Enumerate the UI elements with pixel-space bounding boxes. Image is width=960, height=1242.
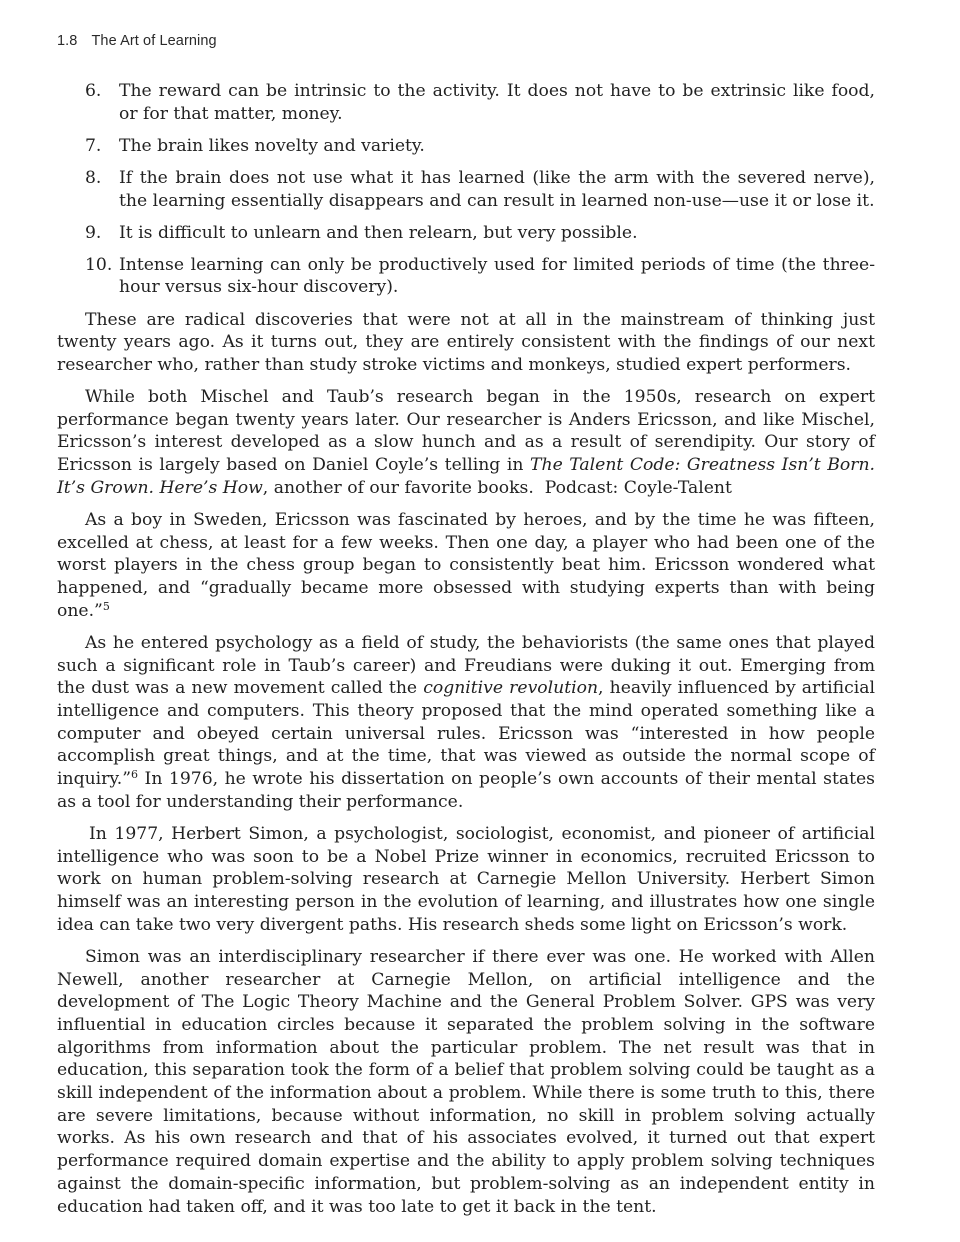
list-item (57, 254, 875, 299)
book-title: The Talent Code: Greatness Isn’t Born. It’s Grown. Here’s How (57, 455, 875, 498)
paragraph-radical-discoveries (57, 309, 875, 377)
footnote-ref: 5 (102, 599, 110, 613)
paragraph-text: , heavily influenced by artificial intelligence and computers. This theory proposed that the mind operated something like a computer and obeyed certain universal rules. Ericsson was “interested in how people accomplish great things, and at the time, that was viewed as outside the normal scope of inquiry.” (57, 678, 876, 790)
section-number: 1.8 (57, 33, 78, 49)
list-number: 10. (85, 254, 113, 275)
italic-term: cognitive revolution (423, 678, 599, 699)
list-number: 9. (85, 222, 102, 243)
numbered-list (57, 80, 875, 299)
list-text: It is difficult to unlearn and then relearn, but very possible. (119, 222, 638, 243)
paragraph-text: , another of our favorite books. Podcast: Coyle-Talent (262, 477, 732, 498)
paragraph-text: In 1977, Herbert Simon, a psychologist, sociologist, economist, and pioneer of artificial intelligence who was soon to be a Nobel Prize winner in economics, recruited Ericsson to work on human problem-solving research at Carnegie Mellon University. Herbert Simon himself was an interesting person in the evolution of learning, and illustrates how one single idea can take two very divergent paths. His research sheds some light on Ericsson’s work. (57, 823, 875, 935)
footnote-ref: 6 (131, 768, 139, 782)
paragraph-cognitive-revolution (57, 632, 875, 814)
list-number: 6. (85, 81, 102, 101)
paragraph-text: Simon was an interdisciplinary researcher if there ever was one. He worked with Allen Newell, another researcher at Carnegie Mellon, on artificial intelligence and the development of The Logic Theory Machine and the General Problem Solver. GPS was very influential in education circles because it separated the problem solving in the software algorithms from information about the particular problem. The net result was that in education, this separation took the form of a belief that problem solving could be taught as a skill independent of the information about a problem. While there is some truth to this, there are severe limitations, because without information, no skill in problem solving actually works. As his own research and that of his associates evolved, it turned out that expert performance required domain expertise and the ability to apply problem solving techniques against the domain-specific information, but problem-solving as an independent entity in education had taken off, and it was too late to get it back in the tent. (57, 946, 875, 1217)
paragraph-text: As a boy in Sweden, Ericsson was fascinated by heroes, and by the time he was fifteen, excelled at chess, at least for a few weeks. Then one day, a player who had been one of the worst players in the chess group began to consistently beat him. Ericsson wondered what happened, and “gradually became more obsessed with studying experts than with being one.” (57, 509, 875, 621)
list-text: Intense learning can only be productively used for limited periods of time (the three-hour versus six-hour discovery). (119, 254, 875, 298)
list-text: The brain likes novelty and variety. (119, 135, 425, 156)
list-number: 7. (85, 135, 102, 156)
paragraph-herbert-simon (57, 823, 875, 937)
paragraph-interdisciplinary (57, 946, 875, 1218)
paragraph-text: In 1976, he wrote his dissertation on people’s own accounts of their mental states as a tool for understanding their performance. (57, 769, 875, 812)
body-text (57, 80, 875, 1228)
chapter-title: The Art of Learning (91, 33, 217, 49)
list-item (57, 222, 875, 245)
list-text: The reward can be intrinsic to the activity. It does not have to be extrinsic like food, or for that matter, money. (119, 81, 875, 124)
paragraph-text: These are radical discoveries that were not at all in the mainstream of thinking just twenty years ago. As it turns out, they are entirely consistent with the findings of our next researcher who, rather than study stroke victims and monkeys, studied expert performers. (57, 309, 875, 375)
list-text: If the brain does not use what it has learned (like the arm with the severed nerve), the learning essentially disappears and can result in learned non-use—use it or lose it. (119, 167, 875, 211)
running-header (57, 33, 217, 49)
list-item (57, 80, 875, 125)
list-number: 8. (85, 167, 102, 188)
paragraph-expert-performance (57, 386, 875, 500)
paragraph-text: As he entered psychology as a field of study, the behaviorists (the same ones that played such a significant role in Taub’s career) and Freudians were duking it out. Emerging from the dust was a new movement called the (57, 632, 875, 699)
paragraph-text: While both Mischel and Taub’s research began in the 1950s, research on expert performance began twenty years later. Our researcher is Anders Ericsson, and like Mischel, Ericsson’s interest developed as a slow hunch and as a result of serendipity. Our story of Ericsson is largely based on Daniel Coyle’s telling in (57, 387, 875, 476)
list-item (57, 167, 875, 212)
list-item (57, 135, 875, 158)
paragraph-ericsson-boyhood (57, 509, 875, 623)
